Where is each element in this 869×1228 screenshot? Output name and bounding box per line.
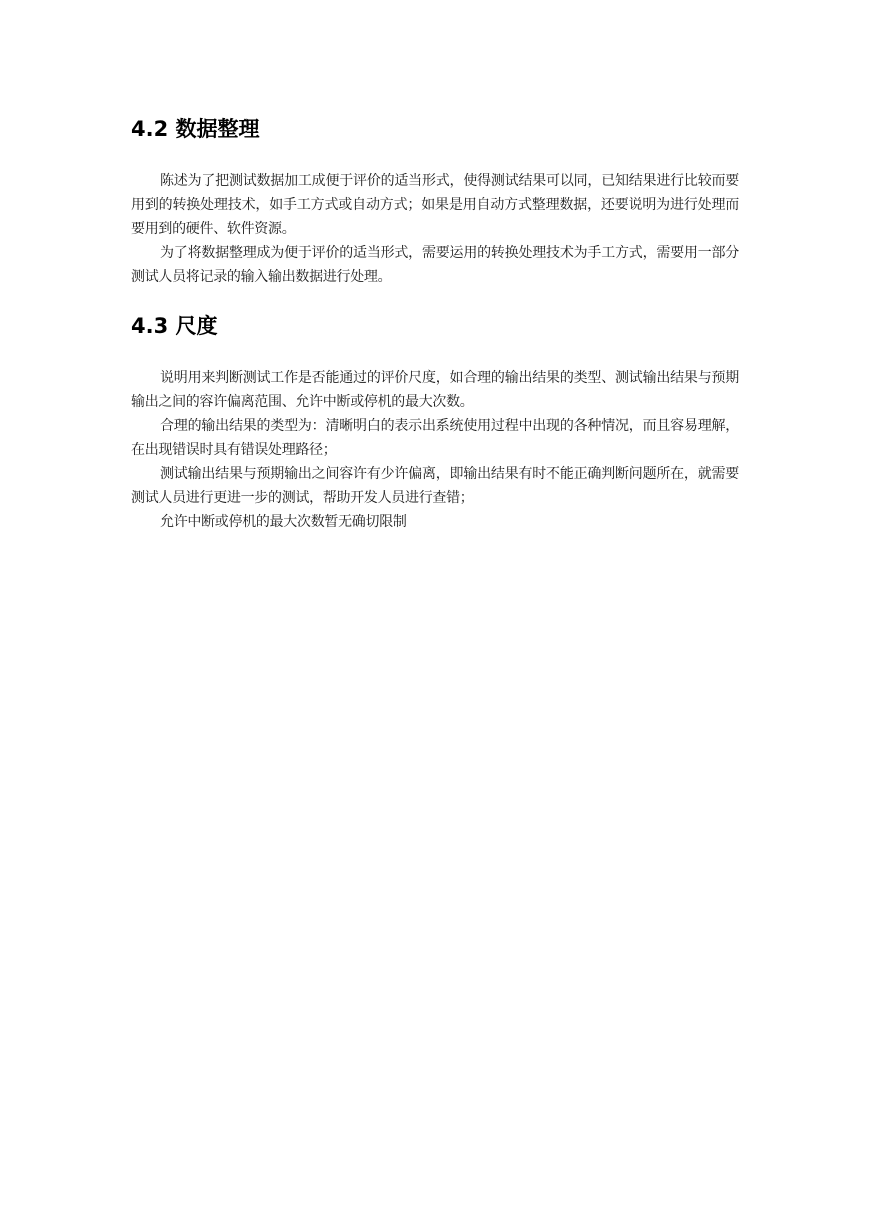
paragraph: 允许中断或停机的最大次数暂无确切限制 [160, 514, 407, 530]
section-body-criteria [131, 366, 739, 534]
section-heading-data-processing: 4.2 数据整理 [131, 117, 260, 141]
paragraph: 说明用来判断测试工作是否能通过的评价尺度，如合理的输出结果的类型、测试输出结果与预期输出之间的容许偏离范围、允许中断或停机的最大次数。 [131, 370, 739, 410]
section-body-data-processing [131, 169, 739, 289]
section-heading-criteria: 4.3 尺度 [131, 314, 218, 338]
paragraph: 陈述为了把测试数据加工成便于评价的适当形式，使得测试结果可以同，已知结果进行比较而要用到的转换处理技术，如手工方式或自动方式；如果是用自动方式整理数据，还要说明为进行处理而要用到的硬件、软件资源。 [131, 173, 739, 237]
paragraph: 为了将数据整理成为便于评价的适当形式，需要运用的转换处理技术为手工方式，需要用一部分测试人员将记录的输入输出数据进行处理。 [131, 245, 739, 285]
paragraph: 测试输出结果与预期输出之间容许有少许偏离，即输出结果有时不能正确判断问题所在，就需要测试人员进行更进一步的测试，帮助开发人员进行查错； [131, 466, 739, 506]
paragraph: 合理的输出结果的类型为：清晰明白的表示出系统使用过程中出现的各种情况，而且容易理解，在出现错误时具有错误处理路径； [131, 418, 739, 458]
